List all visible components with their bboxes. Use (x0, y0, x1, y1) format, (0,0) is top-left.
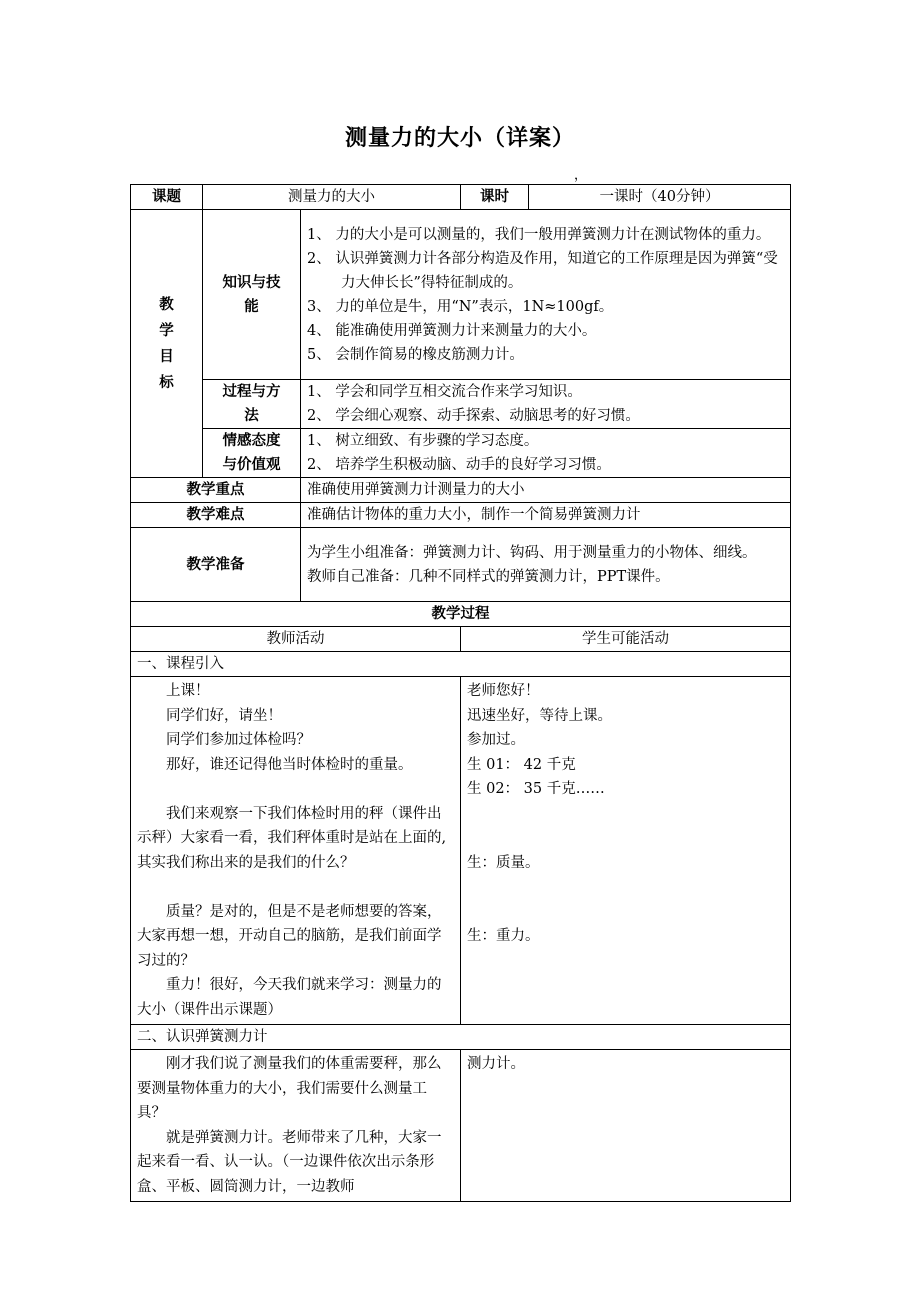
document-title: 测量力的大小（详案） (344, 125, 575, 151)
process-item: 1、 学会和同学互相交流合作来学习知识。 (307, 384, 582, 400)
section1-student (461, 677, 791, 1025)
objectives-char: 目 (159, 347, 174, 365)
objectives-label (131, 210, 203, 478)
student-line: 生：重力。 (467, 928, 540, 944)
student-blank (467, 802, 784, 827)
section-title: 二、认识弹簧测力计 (131, 1025, 791, 1050)
student-line: 生 01： 42 千克 (467, 756, 576, 773)
section2-student (461, 1050, 791, 1202)
knowledge-item: 2、 认识弹簧测力计各部分构造及作用，知道它的工作原理是因为弹簧“受力大伸长长”得特征制成的。 (307, 250, 778, 291)
teacher-line: 质量？是对的，但是不是老师想要的答案，大家再想一想，开动自己的脑筋，是我们前面学习过的？ (137, 903, 442, 969)
student-line: 迅速坐好，等待上课。 (467, 707, 612, 724)
topic-label: 课题 (131, 185, 203, 210)
period-label: 课时 (461, 185, 529, 210)
emotion-item: 2、 培养学生积极动脑、动手的良好学习习惯。 (307, 457, 611, 473)
teacher-column-header: 教师活动 (131, 627, 461, 652)
knowledge-label (203, 210, 301, 380)
knowledge-label-line: 能 (244, 297, 259, 315)
student-line: 测力计。 (467, 1056, 525, 1072)
teacher-line: 重力！很好，今天我们就来学习：测量力的大小（课件出示课题） (137, 977, 442, 1018)
emotion-items (301, 429, 791, 478)
student-blank (467, 826, 784, 851)
preparation-line: 为学生小组准备：弹簧测力计、钩码、用于测量重力的小物体、细线。 (307, 544, 757, 561)
topic-value: 测量力的大小 (203, 185, 461, 210)
student-line: 参加过。 (467, 732, 525, 748)
knowledge-label-line: 知识与技 (222, 273, 281, 291)
student-line: 生 02： 35 千克…… (467, 781, 605, 797)
teacher-line: 我们来观察一下我们体检时用的秤（课件出示秤）大家看一看，我们秤体重时是站在上面的,其实我们称出来的是我们的什么？ (137, 805, 447, 871)
objectives-char: 教 (159, 295, 174, 313)
emotion-item: 1、 树立细致、有步骤的学习态度。 (307, 433, 539, 449)
preparation-line: 教师自己准备：几种不同样式的弹簧测力计，PPT课件。 (307, 568, 670, 585)
student-blank (467, 900, 784, 925)
student-line: 生：质量。 (467, 854, 540, 871)
knowledge-items (301, 210, 791, 380)
preparation-label: 教学准备 (131, 528, 301, 602)
knowledge-item: 5、 会制作简易的橡皮筋测力计。 (307, 346, 524, 363)
emotion-label-line: 情感态度 (222, 432, 281, 449)
lesson-plan-table (130, 184, 791, 1202)
emotion-label-line: 与价值观 (222, 456, 281, 473)
student-column-header: 学生可能活动 (461, 627, 791, 652)
teacher-line: 刚才我们说了测量我们的体重需要秤，那么要测量物体重力的大小，我们需要什么测量工具？ (137, 1056, 442, 1121)
emotion-label (203, 429, 301, 478)
process-header: 教学过程 (131, 602, 791, 627)
process-item: 2、 学会细心观察、动手探索、动脑思考的好习惯。 (307, 408, 640, 424)
difficulty-label: 教学难点 (131, 503, 301, 528)
student-line: 老师您好！ (467, 683, 540, 699)
preparation-value (301, 528, 791, 602)
process-label (203, 380, 301, 429)
teacher-line: 那好，谁还记得他当时体检时的重量。 (166, 756, 413, 773)
teacher-blank (137, 777, 454, 802)
stray-mark: ， (574, 168, 588, 183)
period-value: 一课时（40分钟） (529, 185, 791, 210)
section1-teacher (131, 677, 461, 1025)
objectives-char: 学 (159, 321, 174, 339)
difficulty-value: 准确估计物体的重力大小，制作一个简易弹簧测力计 (301, 503, 791, 528)
student-blank (467, 875, 784, 900)
key-point-label: 教学重点 (131, 478, 301, 503)
process-label-line: 过程与方 (222, 383, 281, 400)
knowledge-item: 3、 力的单位是牛，用“N”表示，1N≈100gf。 (307, 298, 614, 315)
knowledge-item: 1、 力的大小是可以测量的，我们一般用弹簧测力计在测试物体的重力。 (307, 226, 771, 243)
objectives-char: 标 (159, 373, 174, 391)
process-items (301, 380, 791, 429)
teacher-line: 上课！ (166, 683, 210, 699)
teacher-line: 同学们好，请坐！ (166, 707, 282, 724)
section2-teacher (131, 1050, 461, 1202)
knowledge-item: 4、 能准确使用弹簧测力计来测量力的大小。 (307, 322, 597, 339)
section-title: 一、课程引入 (131, 652, 791, 677)
key-point-value: 准确使用弹簧测力计测量力的大小 (301, 478, 791, 503)
teacher-line: 同学们参加过体检吗？ (166, 732, 311, 748)
process-label-line: 法 (244, 407, 259, 424)
teacher-blank (137, 875, 454, 900)
teacher-line: 就是弹簧测力计。老师带来了几种，大家一起来看一看、认一认。（一边课件依次出示条形盒、平板、圆筒测力计，一边教师 (137, 1129, 442, 1195)
